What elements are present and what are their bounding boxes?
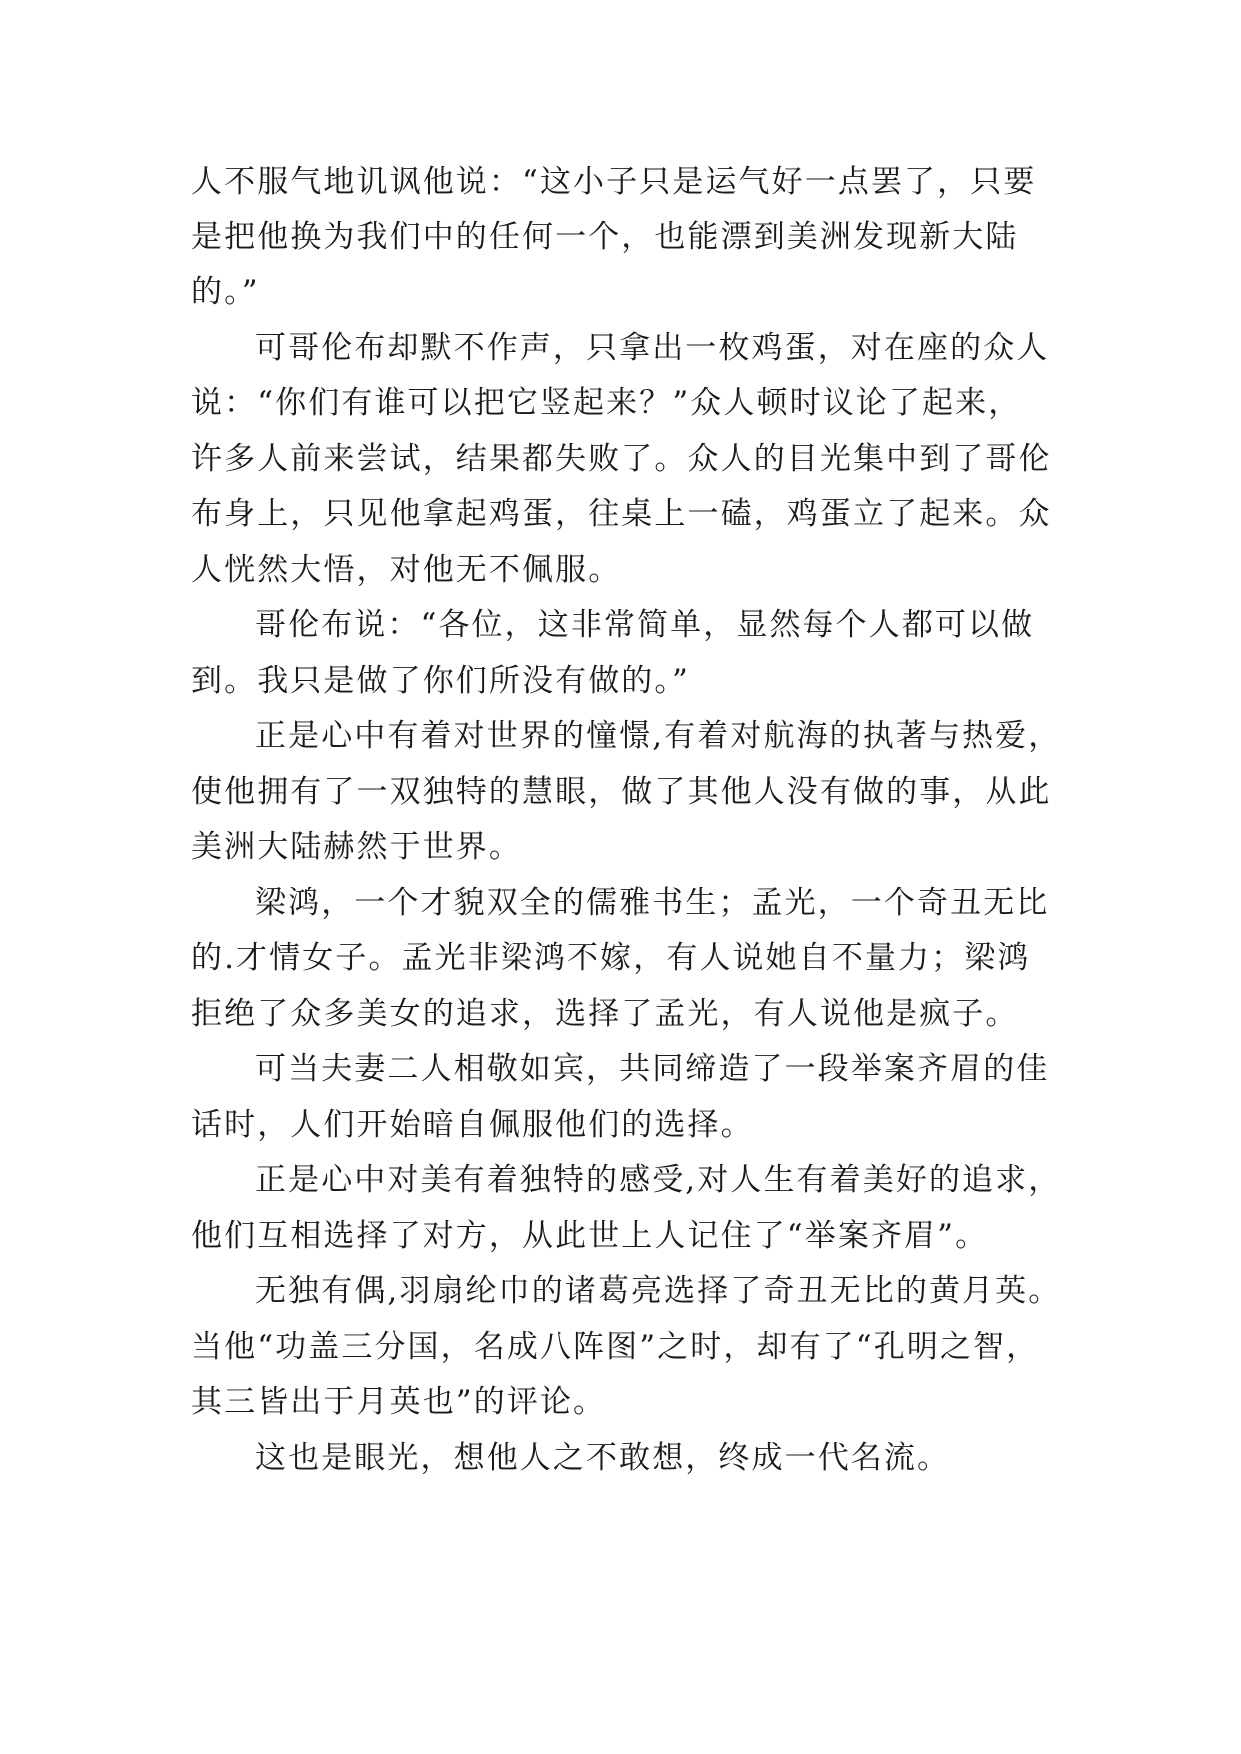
text-line: 拒绝了众多美女的追求，选择了孟光，有人说他是疯子。 (191, 996, 1019, 1032)
paragraph-first-line: 无独有偶,羽扇纶巾的诸葛亮选择了奇丑无比的黄月英。 (255, 1273, 1062, 1309)
text-line: 其三皆出于月英也”的评论。 (191, 1384, 607, 1420)
paragraph-first-line: 哥伦布说：“各位，这非常简单，显然每个人都可以做 (255, 607, 1035, 643)
text-line: 许多人前来尝试，结果都失败了。众人的目光集中到了哥伦 (191, 441, 1052, 477)
text-line: 当他“功盖三分国，名成八阵图”之时，却有了“孔明之智， (191, 1329, 1040, 1365)
text-line: 美洲大陆赫然于世界。 (191, 829, 522, 865)
text-line: 布身上，只见他拿起鸡蛋，往桌上一磕，鸡蛋立了起来。众 (191, 496, 1052, 532)
paragraph-first-line: 正是心中对美有着独特的感受,对人生有着美好的追求， (255, 1162, 1062, 1198)
text-line: 使他拥有了一双独特的慧眼，做了其他人没有做的事，从此 (191, 774, 1052, 810)
text-line: 他们互相选择了对方，从此世上人记住了“举案齐眉”。 (191, 1218, 989, 1254)
text-line: 的.才情女子。孟光非梁鸿不嫁，有人说她自不量力；梁鸿 (191, 940, 1031, 976)
paragraph-first-line: 这也是眼光，想他人之不敢想，终成一代名流。 (255, 1440, 951, 1476)
text-line: 话时，人们开始暗自佩服他们的选择。 (191, 1107, 754, 1143)
text-line: 是把他换为我们中的任何一个，也能漂到美洲发现新大陆 (191, 219, 1019, 255)
paragraph-first-line: 正是心中有着对世界的憧憬,有着对航海的执著与热爱， (255, 718, 1062, 754)
text-line: 说：“你们有谁可以把它竖起来？”众人顿时议论了起来， (191, 385, 1022, 421)
text-line: 人不服气地讥讽他说：“这小子只是运气好一点罢了，只要 (191, 164, 1037, 200)
paragraph-first-line: 梁鸿，一个才貌双全的儒雅书生；孟光，一个奇丑无比 (255, 885, 1050, 921)
text-line: 人恍然大悟，对他无不佩服。 (191, 552, 622, 588)
text-line: 到。我只是做了你们所没有做的。” (191, 663, 690, 699)
paragraph-first-line: 可当夫妻二人相敬如宾，共同缔造了一段举案齐眉的佳 (255, 1051, 1050, 1087)
text-line: 的。” (191, 274, 260, 310)
paragraph-first-line: 可哥伦布却默不作声，只拿出一枚鸡蛋，对在座的众人 (255, 330, 1050, 366)
